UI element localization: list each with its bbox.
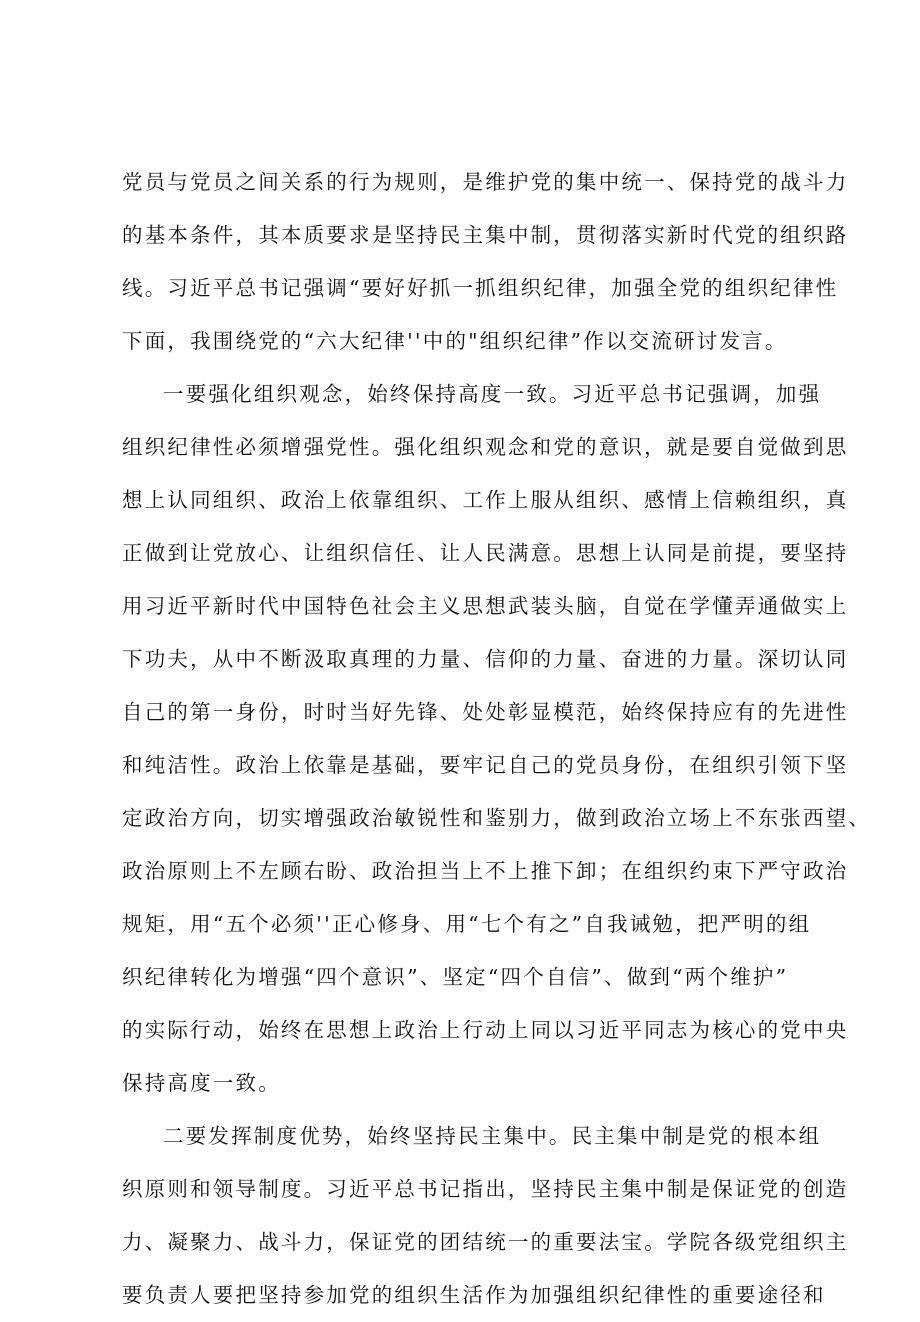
document-body bbox=[122, 156, 872, 1322]
text-line: 线。习近平总书记强调“要好好抓一抓组织纪律，加强全党的组织纪律性 bbox=[122, 276, 839, 300]
text-line: 织纪律转化为增强“四个意识”、坚定“四个自信”、做到“两个维护” bbox=[122, 965, 789, 989]
paragraph-intro bbox=[122, 156, 849, 368]
text-line: 的实际行动，始终在思想上政治上行动上同以习近平同志为核心的党中央 bbox=[122, 1018, 849, 1042]
paragraph-point-one bbox=[122, 368, 872, 1110]
text-line: 要负责人要把坚持参加党的组织生活作为加强组织纪律性的重要途径和 bbox=[122, 1283, 826, 1307]
text-line: 组织纪律性必须增强党性。强化组织观念和党的意识，就是要自觉做到思 bbox=[122, 435, 849, 459]
text-line: 保持高度一致。 bbox=[122, 1071, 281, 1095]
paragraph-point-two bbox=[122, 1110, 849, 1322]
text-line: 一要强化组织观念，始终保持高度一致。习近平总书记强调，加强 bbox=[163, 382, 822, 406]
text-line: 政治原则上不左顾右盼、政治担当上不上推下卸；在组织约束下严守政治 bbox=[122, 859, 849, 883]
text-line: 和纯洁性。政治上依靠是基础，要牢记自己的党员身份，在组织引领下坚 bbox=[122, 753, 849, 777]
text-line: 二要发挥制度优势，始终坚持民主集中。民主集中制是党的根本组 bbox=[163, 1124, 822, 1148]
text-line: 想上认同组织、政治上依靠组织、工作上服从组织、感情上信赖组织，真 bbox=[122, 488, 849, 512]
text-line: 力、凝聚力、战斗力，保证党的团结统一的重要法宝。学院各级党组织主 bbox=[122, 1230, 849, 1254]
text-line: 党员与党员之间关系的行为规则，是维护党的集中统一、保持党的战斗力 bbox=[122, 170, 849, 194]
text-line: 的基本条件，其本质要求是坚持民主集中制，贯彻落实新时代党的组织路 bbox=[122, 223, 849, 247]
text-line: 下功夫，从中不断汲取真理的力量、信仰的力量、奋进的力量。深切认同 bbox=[122, 647, 849, 671]
text-line: 规矩，用“五个必须''正心修身、用“七个有之”自我诫勉，把严明的组 bbox=[122, 912, 812, 936]
text-line: 用习近平新时代中国特色社会主义思想武装头脑，自觉在学懂弄通做实上 bbox=[122, 594, 849, 618]
text-line: 织原则和领导制度。习近平总书记指出，坚持民主集中制是保证党的创造 bbox=[122, 1177, 849, 1201]
text-line: 定政治方向，切实增强政治敏锐性和鉴别力，做到政治立场上不东张西望、 bbox=[122, 806, 872, 830]
text-line: 下面，我围绕党的“六大纪律''中的"组织纪律”作以交流研讨发言。 bbox=[122, 329, 788, 353]
text-line: 自己的第一身份，时时当好先锋、处处彰显模范，始终保持应有的先进性 bbox=[122, 700, 849, 724]
text-line: 正做到让党放心、让组织信任、让人民满意。思想上认同是前提，要坚持 bbox=[122, 541, 849, 565]
